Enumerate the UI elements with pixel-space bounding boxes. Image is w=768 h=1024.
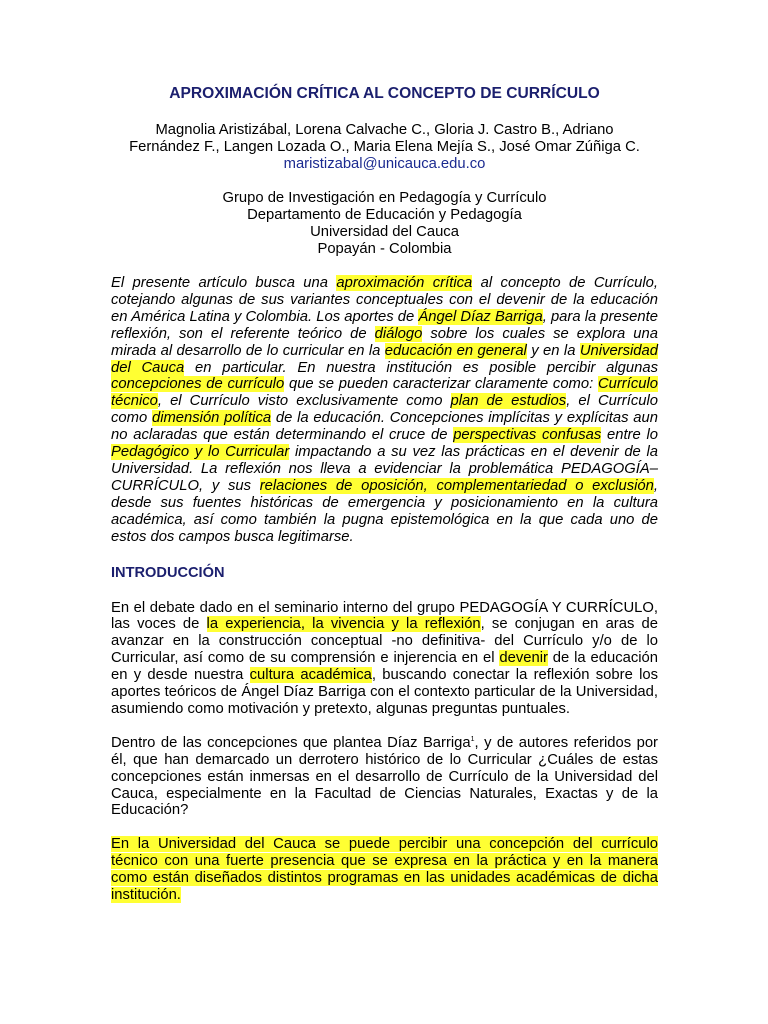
highlighted-text: diálogo <box>374 325 423 342</box>
text-run: y en la <box>526 342 580 359</box>
intro-paragraph-2 <box>111 735 658 820</box>
highlighted-text: Ángel Díaz Barriga <box>418 308 543 325</box>
highlighted-text: perspectivas confusas <box>453 427 602 444</box>
highlighted-text: aproximación crítica <box>336 275 473 291</box>
highlighted-text: devenir <box>499 650 548 667</box>
highlighted-text: plan de estudios <box>450 393 567 410</box>
highlighted-text: En la Universidad del Cauca se puede percibir una concepción del currículo técnico con una fuerte presencia que se expresa en la práctica y en la manera como están diseñados distintos programas en las unidades académicas de dicha institución. <box>111 836 658 904</box>
text-run: al concepto de Currículo, cotejando algunas de sus variantes conceptuales con el devenir de la educación en América Latina y Colombia. Los aportes de <box>111 275 658 325</box>
text-run: entre lo <box>601 427 658 444</box>
affiliation-group: Grupo de Investigación en Pedagogía y Currículo <box>222 190 547 206</box>
text-run: , buscando conectar la reflexión sobre los aportes teóricos de Ángel Díaz Barriga con el contexto particular de la Universidad, asumiendo como motivación y pretexto, algunas preguntas puntuales. <box>111 667 658 717</box>
text-run: en particular. En nuestra institución es posible percibir algunas <box>184 359 658 376</box>
text-run: impactando a su vez las prácticas en el devenir de la Universidad. La reflexión nos lleva a evidenciar la problemática PEDAGOGÍA–CURRÍCULO, y sus <box>111 444 658 494</box>
paper-title: APROXIMACIÓN CRÍTICA AL CONCEPTO DE CURRÍCULO <box>169 85 600 102</box>
text-run: , para la presente reflexión, son el referente teórico de <box>111 308 658 342</box>
affiliation-city: Popayán - Colombia <box>317 241 452 257</box>
intro-paragraph-3 <box>111 836 658 904</box>
text-run: de la educación. Concepciones implícitas y explícitas aun no aclaradas que están determinando el cruce de <box>111 410 658 444</box>
text-run: que se pueden caracterizar claramente como: <box>284 376 598 393</box>
author-email[interactable]: maristizabal@unicauca.edu.co <box>283 156 486 172</box>
text-run: , se conjugan en aras de avanzar en la construcción conceptual -no definitiva- del Currículo y/o de lo Curricular, así como de su comprensión e injerencia en el <box>111 616 658 667</box>
highlighted-text: cultura académica <box>249 667 372 684</box>
highlighted-text: Currículo técnico <box>111 376 658 410</box>
highlighted-text: concepciones de currículo <box>111 376 285 393</box>
affiliation-department: Departamento de Educación y Pedagogía <box>247 207 522 223</box>
highlighted-text: educación en general <box>384 342 527 359</box>
text-run: sobre los cuales se explora una mirada al desarrollo de lo curricular en la <box>111 325 658 359</box>
text-run: , el Currículo visto exclusivamente como <box>157 393 451 410</box>
text-run: de la educación en y desde nuestra <box>111 650 658 684</box>
highlighted-text: Universidad del Cauca <box>111 342 658 376</box>
introduction-heading: INTRODUCCIÓN <box>111 564 225 581</box>
authors-line-1: Magnolia Aristizábal, Lorena Calvache C., Gloria J. Castro B., Adriano <box>155 122 614 138</box>
text-run: , desde sus fuentes históricas de emergencia y posicionamiento en la cultura académica, así como también la pugna epistemológica en la que cada uno de estos dos campos busca legitimarse. <box>111 477 658 545</box>
footnote-marker: 1 <box>470 735 475 743</box>
authors-line-2: Fernández F., Langen Lozada O., Maria Elena Mejía S., José Omar Zúñiga C. <box>129 139 640 155</box>
author-block <box>111 122 658 173</box>
text-run: , y de autores referidos por él, que han demarcado un derrotero histórico de lo Curricular ¿Cuáles de estas concepciones están inmersas en el desarrollo de Currículo de la Universidad del Cauca, especialmente en la Facultad de Ciencias Naturales, Exactas y de la Educación? <box>111 734 658 819</box>
intro-paragraph-1 <box>111 600 658 718</box>
abstract-paragraph <box>111 275 658 546</box>
highlighted-text: dimensión política <box>151 410 272 427</box>
affiliation-university: Universidad del Cauca <box>310 224 459 240</box>
text-run: En el debate dado en el seminario interno del grupo PEDAGOGÍA Y CURRÍCULO, las voces de <box>111 599 658 633</box>
highlighted-text: Pedagógico y lo Curricular <box>111 444 290 461</box>
affiliation-block <box>111 190 658 258</box>
text-run: El presente artículo busca una <box>111 275 337 291</box>
text-run: Dentro de las concepciones que plantea Díaz Barriga <box>111 734 471 751</box>
text-run: , el Currículo como <box>111 393 658 427</box>
highlighted-text: relaciones de oposición, complementariedad o exclusión <box>259 477 654 494</box>
highlighted-text: la experiencia, la vivencia y la reflexión <box>206 616 481 633</box>
